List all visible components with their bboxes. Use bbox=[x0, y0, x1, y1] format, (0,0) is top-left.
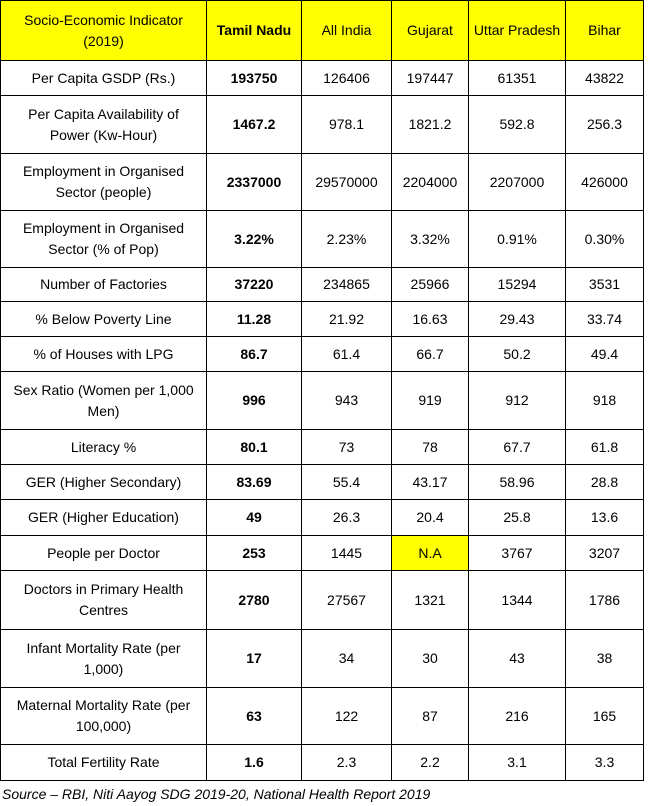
uttar-pradesh-cell: 15294 bbox=[469, 268, 566, 302]
gujarat-cell: 20.4 bbox=[392, 500, 469, 536]
header-bihar: Bihar bbox=[566, 1, 644, 61]
all-india-cell: 55.4 bbox=[302, 465, 392, 500]
table-row bbox=[1, 688, 644, 745]
uttar-pradesh-cell: 2207000 bbox=[469, 154, 566, 211]
uttar-pradesh-cell: 3.1 bbox=[469, 745, 566, 781]
all-india-cell: 26.3 bbox=[302, 500, 392, 536]
uttar-pradesh-cell: 50.2 bbox=[469, 337, 566, 372]
all-india-cell: 73 bbox=[302, 430, 392, 465]
table-row bbox=[1, 630, 644, 688]
indicator-cell: Doctors in Primary Health Centres bbox=[1, 571, 207, 630]
header-indicator: Socio-Economic Indicator (2019) bbox=[1, 1, 207, 61]
bihar-cell: 49.4 bbox=[566, 337, 644, 372]
indicator-cell: Maternal Mortality Rate (per 100,000) bbox=[1, 688, 207, 745]
indicator-cell: Employment in Organised Sector (people) bbox=[1, 154, 207, 211]
uttar-pradesh-cell: 912 bbox=[469, 372, 566, 430]
indicator-cell: Employment in Organised Sector (% of Pop) bbox=[1, 211, 207, 268]
tamil-nadu-cell: 253 bbox=[207, 536, 302, 571]
table-row bbox=[1, 61, 644, 96]
gujarat-cell: 197447 bbox=[392, 61, 469, 96]
indicator-cell: GER (Higher Secondary) bbox=[1, 465, 207, 500]
bihar-cell: 426000 bbox=[566, 154, 644, 211]
tamil-nadu-cell: 11.28 bbox=[207, 302, 302, 337]
indicator-cell: Sex Ratio (Women per 1,000 Men) bbox=[1, 372, 207, 430]
indicator-cell: Per Capita GSDP (Rs.) bbox=[1, 61, 207, 96]
indicator-cell: Literacy % bbox=[1, 430, 207, 465]
tamil-nadu-cell: 1.6 bbox=[207, 745, 302, 781]
bihar-cell: 33.74 bbox=[566, 302, 644, 337]
tamil-nadu-cell: 83.69 bbox=[207, 465, 302, 500]
indicator-cell: % Below Poverty Line bbox=[1, 302, 207, 337]
header-tamil-nadu: Tamil Nadu bbox=[207, 1, 302, 61]
uttar-pradesh-cell: 0.91% bbox=[469, 211, 566, 268]
header-all-india: All India bbox=[302, 1, 392, 61]
table-row bbox=[1, 337, 644, 372]
bihar-cell: 918 bbox=[566, 372, 644, 430]
all-india-cell: 27567 bbox=[302, 571, 392, 630]
gujarat-cell: 43.17 bbox=[392, 465, 469, 500]
table-row bbox=[1, 268, 644, 302]
uttar-pradesh-cell: 43 bbox=[469, 630, 566, 688]
bihar-cell: 0.30% bbox=[566, 211, 644, 268]
bihar-cell: 3531 bbox=[566, 268, 644, 302]
gujarat-cell: 2204000 bbox=[392, 154, 469, 211]
all-india-cell: 29570000 bbox=[302, 154, 392, 211]
tamil-nadu-cell: 63 bbox=[207, 688, 302, 745]
uttar-pradesh-cell: 61351 bbox=[469, 61, 566, 96]
gujarat-cell: 66.7 bbox=[392, 337, 469, 372]
indicator-cell: Infant Mortality Rate (per 1,000) bbox=[1, 630, 207, 688]
all-india-cell: 943 bbox=[302, 372, 392, 430]
tamil-nadu-cell: 2780 bbox=[207, 571, 302, 630]
tamil-nadu-cell: 37220 bbox=[207, 268, 302, 302]
gujarat-cell: 1321 bbox=[392, 571, 469, 630]
bihar-cell: 3.3 bbox=[566, 745, 644, 781]
gujarat-cell: 3.32% bbox=[392, 211, 469, 268]
table-row bbox=[1, 372, 644, 430]
source-note: Source – RBI, Niti Aayog SDG 2019-20, National Health Report 2019 bbox=[2, 786, 431, 802]
gujarat-cell: 1821.2 bbox=[392, 96, 469, 154]
tamil-nadu-cell: 49 bbox=[207, 500, 302, 536]
indicator-cell: People per Doctor bbox=[1, 536, 207, 571]
gujarat-cell: 87 bbox=[392, 688, 469, 745]
gujarat-cell: 78 bbox=[392, 430, 469, 465]
bihar-cell: 3207 bbox=[566, 536, 644, 571]
gujarat-cell: 25966 bbox=[392, 268, 469, 302]
bihar-cell: 61.8 bbox=[566, 430, 644, 465]
gujarat-cell-highlighted: N.A bbox=[392, 536, 469, 571]
indicator-cell: Number of Factories bbox=[1, 268, 207, 302]
all-india-cell: 61.4 bbox=[302, 337, 392, 372]
uttar-pradesh-cell: 67.7 bbox=[469, 430, 566, 465]
bihar-cell: 256.3 bbox=[566, 96, 644, 154]
all-india-cell: 1445 bbox=[302, 536, 392, 571]
uttar-pradesh-cell: 592.8 bbox=[469, 96, 566, 154]
table-row bbox=[1, 96, 644, 154]
gujarat-cell: 16.63 bbox=[392, 302, 469, 337]
all-india-cell: 978.1 bbox=[302, 96, 392, 154]
table-row bbox=[1, 465, 644, 500]
gujarat-cell: 2.2 bbox=[392, 745, 469, 781]
bihar-cell: 43822 bbox=[566, 61, 644, 96]
header-row bbox=[1, 1, 644, 61]
tamil-nadu-cell: 17 bbox=[207, 630, 302, 688]
tamil-nadu-cell: 80.1 bbox=[207, 430, 302, 465]
uttar-pradesh-cell: 3767 bbox=[469, 536, 566, 571]
gujarat-cell: 919 bbox=[392, 372, 469, 430]
table-row bbox=[1, 536, 644, 571]
tamil-nadu-cell: 2337000 bbox=[207, 154, 302, 211]
tamil-nadu-cell: 1467.2 bbox=[207, 96, 302, 154]
all-india-cell: 34 bbox=[302, 630, 392, 688]
bihar-cell: 165 bbox=[566, 688, 644, 745]
all-india-cell: 122 bbox=[302, 688, 392, 745]
table-row bbox=[1, 571, 644, 630]
table-row bbox=[1, 211, 644, 268]
table-row bbox=[1, 745, 644, 781]
uttar-pradesh-cell: 58.96 bbox=[469, 465, 566, 500]
all-india-cell: 234865 bbox=[302, 268, 392, 302]
gujarat-cell: 30 bbox=[392, 630, 469, 688]
bihar-cell: 28.8 bbox=[566, 465, 644, 500]
header-uttar-pradesh: Uttar Pradesh bbox=[469, 1, 566, 61]
table-row bbox=[1, 302, 644, 337]
uttar-pradesh-cell: 25.8 bbox=[469, 500, 566, 536]
bihar-cell: 1786 bbox=[566, 571, 644, 630]
indicator-cell: Total Fertility Rate bbox=[1, 745, 207, 781]
table-row bbox=[1, 430, 644, 465]
tamil-nadu-cell: 996 bbox=[207, 372, 302, 430]
indicator-cell: % of Houses with LPG bbox=[1, 337, 207, 372]
bihar-cell: 13.6 bbox=[566, 500, 644, 536]
uttar-pradesh-cell: 29.43 bbox=[469, 302, 566, 337]
indicator-cell: Per Capita Availability of Power (Kw-Hour) bbox=[1, 96, 207, 154]
all-india-cell: 126406 bbox=[302, 61, 392, 96]
tamil-nadu-cell: 193750 bbox=[207, 61, 302, 96]
table-row bbox=[1, 154, 644, 211]
uttar-pradesh-cell: 1344 bbox=[469, 571, 566, 630]
tamil-nadu-cell: 3.22% bbox=[207, 211, 302, 268]
table-row bbox=[1, 500, 644, 536]
all-india-cell: 21.92 bbox=[302, 302, 392, 337]
header-gujarat: Gujarat bbox=[392, 1, 469, 61]
indicator-cell: GER (Higher Education) bbox=[1, 500, 207, 536]
bihar-cell: 38 bbox=[566, 630, 644, 688]
uttar-pradesh-cell: 216 bbox=[469, 688, 566, 745]
all-india-cell: 2.3 bbox=[302, 745, 392, 781]
all-india-cell: 2.23% bbox=[302, 211, 392, 268]
tamil-nadu-cell: 86.7 bbox=[207, 337, 302, 372]
